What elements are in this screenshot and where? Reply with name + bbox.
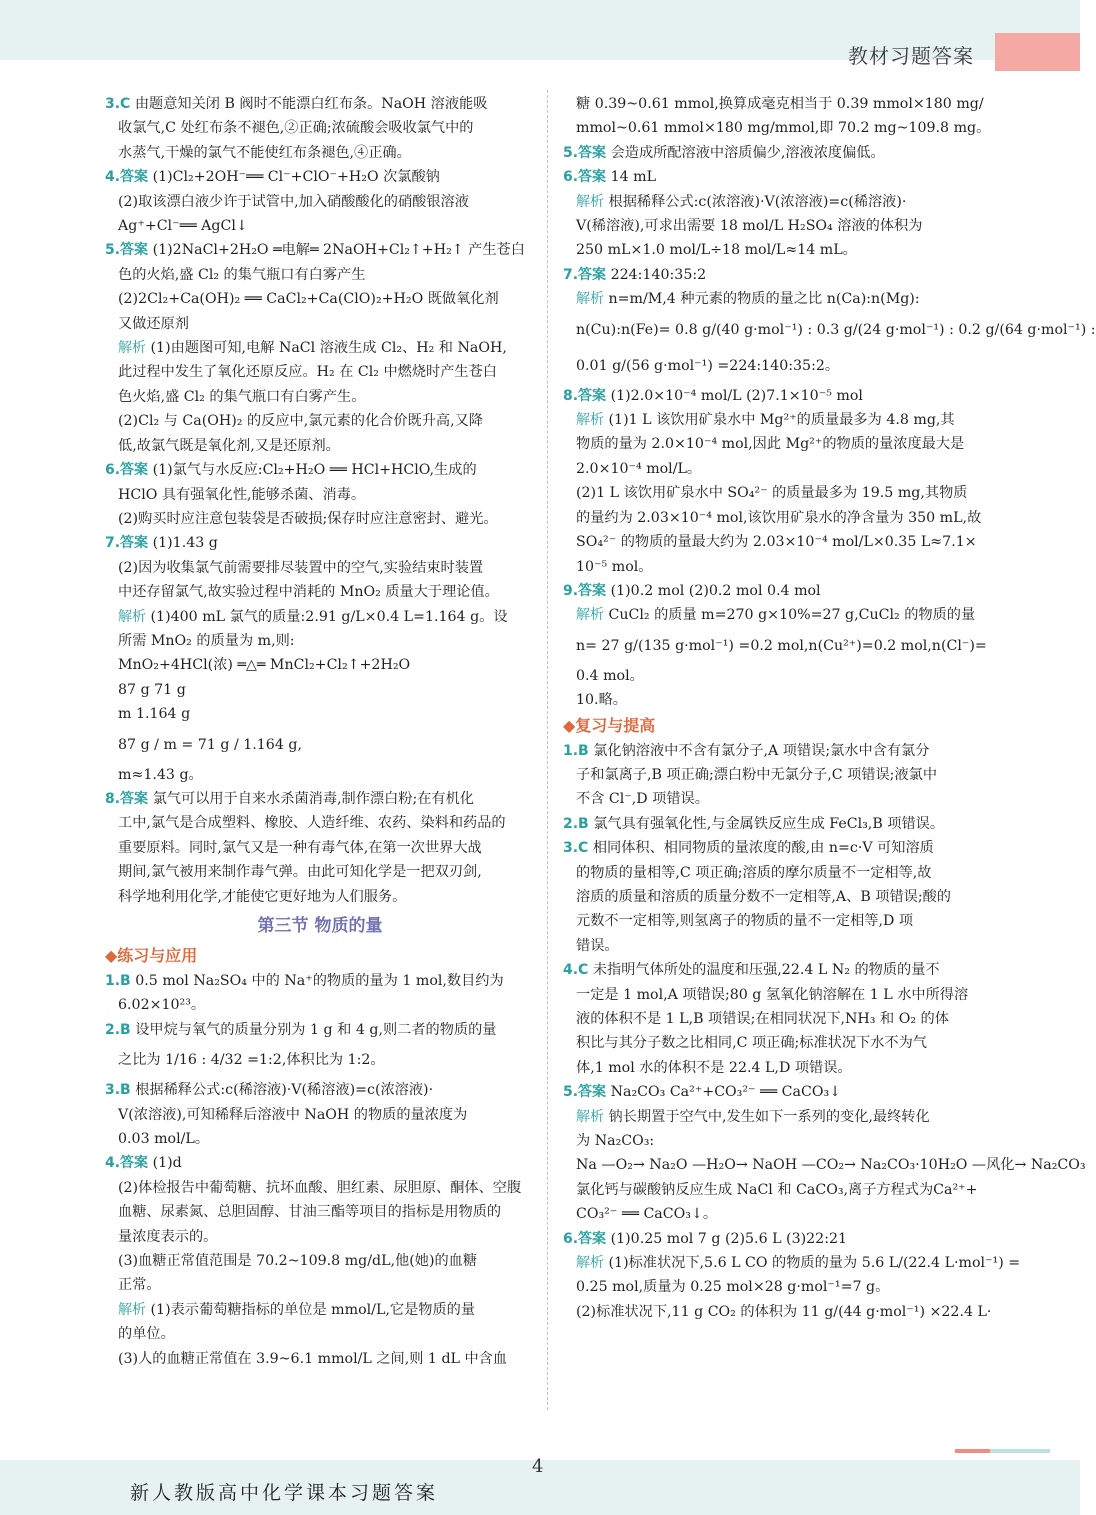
line-text: (1)2.0×10⁻⁴ mol/L (2)7.1×10⁻⁵ mol xyxy=(606,387,863,404)
analysis-label: 解析 xyxy=(576,607,604,624)
line-text: (1)表示葡萄糖指标的单位是 mmol/L,它是物质的量 xyxy=(146,1301,476,1318)
line-text: 氯气可以用于自来水杀菌消毒,制作漂白粉;在有机化 xyxy=(148,790,474,807)
text-line: 积比与其分子数之比相同,C 项正确;标准状况下水不为气 xyxy=(576,1035,927,1052)
text-line xyxy=(563,836,993,860)
section-title: 第三节 物质的量 xyxy=(257,916,383,936)
text-line: 又做还原剂 xyxy=(118,315,189,332)
text-line: 水蒸气,干燥的氯气不能使红布条褪色,④正确。 xyxy=(118,144,411,161)
answer-label: 6.答案 xyxy=(105,462,149,479)
answer-label: 6.答案 xyxy=(563,1230,607,1247)
subsection-title: ◆复习与提高 xyxy=(563,715,656,735)
text-line: m≈1.43 g。 xyxy=(118,766,203,783)
analysis-label: 解析 xyxy=(576,412,604,429)
text-line: 不含 Cl⁻,D 项错误。 xyxy=(576,791,709,808)
line-text: CuCl₂ 的质量 m=270 g×10%=27 g,CuCl₂ 的物质的量 xyxy=(604,607,976,624)
text-line: 为 Na₂CO₃: xyxy=(576,1133,655,1150)
text-line: Ag⁺+Cl⁻══ AgCl↓ xyxy=(118,218,248,235)
text-line: MnO₂+4HCl(浓) ═△═ MnCl₂+Cl₂↑+2H₂O xyxy=(118,657,411,674)
text-line: 所需 MnO₂ 的质量为 m,则: xyxy=(118,632,295,649)
page-number: 4 xyxy=(532,1456,544,1477)
answer-label: 1.B xyxy=(105,973,131,989)
text-line: 氯化钙与碳酸钠反应生成 NaCl 和 CaCO₃,离子方程式为Ca²⁺+ xyxy=(576,1181,978,1198)
text-line: (2)购买时应注意包装袋是否破损;保存时应注意密封、避光。 xyxy=(118,510,498,527)
text-line: 物质的量为 2.0×10⁻⁴ mol,因此 Mg²⁺的物质的量浓度最大是 xyxy=(576,436,965,453)
line-text: 氯化钠溶液中不含有氯分子,A 项错误;氯水中含有氯分 xyxy=(588,742,930,759)
text-line xyxy=(105,458,535,482)
analysis-label: 解析 xyxy=(576,1108,604,1125)
text-line: 250 mL×1.0 mol/L÷18 mol/L≈14 mL。 xyxy=(576,242,857,259)
text-line: 一定是 1 mol,A 项错误;80 g 氢氧化钠溶解在 1 L 水中所得溶 xyxy=(576,986,969,1003)
answer-label: 1.B xyxy=(563,742,589,759)
text-line: 元数不一定相等,则氢离子的物质的量不一定相等,D 项 xyxy=(576,913,914,930)
text-line: 的单位。 xyxy=(118,1326,175,1343)
text-line: 量浓度表示的。 xyxy=(118,1228,218,1245)
line-text: Na₂CO₃ Ca²⁺+CO₃²⁻ ══ CaCO₃↓ xyxy=(606,1084,842,1101)
line-text: 根据稀释公式:c(浓溶液)·V(浓溶液)=c(稀溶液)· xyxy=(604,193,907,210)
text-line xyxy=(105,969,535,993)
line-text: (1)1 L 该饮用矿泉水中 Mg²⁺的质量最多为 4.8 mg,其 xyxy=(604,412,955,429)
text-line: (2)体检报告中葡萄糖、抗坏血酸、胆红素、尿胆原、酮体、空腹 xyxy=(118,1179,522,1196)
text-line xyxy=(105,336,535,360)
text-line: Na —O₂→ Na₂O —H₂O→ NaOH —CO₂→ Na₂CO₃·10H₂O —风化→ Na₂CO₃ xyxy=(576,1157,1086,1174)
line-text: 相同体积、相同物质的量浓度的酸,由 n=c·V 可知溶质 xyxy=(588,840,934,857)
text-line xyxy=(105,531,535,555)
answer-label: 2.B xyxy=(563,815,589,832)
line-text: (1)1.43 g xyxy=(148,535,218,552)
text-line: (2)取该漂白液少许于试管中,加入硝酸酸化的硝酸银溶液 xyxy=(118,193,469,210)
text-line: SO₄²⁻ 的物质的量最大约为 2.03×10⁻⁴ mol/L×0.35 L≈7.1× xyxy=(576,534,977,551)
line-text: 根据稀释公式:c(稀溶液)·V(稀溶液)=c(浓溶液)· xyxy=(130,1082,434,1099)
text-line xyxy=(563,190,993,214)
text-line: 色的火焰,盛 Cl₂ 的集气瓶口有白雾产生 xyxy=(118,266,366,283)
answer-label: 3.B xyxy=(105,1082,131,1099)
text-line xyxy=(563,812,993,836)
text-line xyxy=(563,1227,993,1251)
line-text: 由题意知关闭 B 阀时不能漂白红布条。NaOH 溶液能吸 xyxy=(130,96,488,112)
text-line: (2)1 L 该饮用矿泉水中 SO₄²⁻ 的质量最多为 19.5 mg,其物质 xyxy=(576,485,968,502)
footer-title: 新人教版高中化学课本习题答案 xyxy=(130,1482,439,1504)
answer-label: 8.答案 xyxy=(105,790,149,807)
text-line xyxy=(105,1151,535,1175)
text-line: 工中,氯气是合成塑料、橡胶、人造纤维、农药、染料和药品的 xyxy=(118,815,506,832)
text-line: (2)因为收集氯气前需要排尽装置中的空气,实验结束时装置 xyxy=(118,559,484,576)
text-line xyxy=(563,384,993,408)
line-text: (1)0.2 mol (2)0.2 mol 0.4 mol xyxy=(606,582,821,599)
text-line xyxy=(563,141,993,165)
header-accent-tab xyxy=(995,33,1080,71)
text-line: 低,故氯气既是氧化剂,又是还原剂。 xyxy=(118,437,340,454)
text-line: 0.4 mol。 xyxy=(576,667,644,684)
answer-label: 5.答案 xyxy=(563,144,607,161)
text-line: 中还存留氯气,故实验过程中消耗的 MnO₂ 质量大于理论值。 xyxy=(118,584,499,601)
text-line xyxy=(105,1078,535,1102)
text-line: 10.略。 xyxy=(576,692,627,709)
analysis-label: 解析 xyxy=(118,340,146,357)
answer-label: 4.答案 xyxy=(105,1155,149,1172)
line-text: (1)标准状况下,5.6 L CO 的物质的量为 5.6 L/(22.4 L·mol⁻¹) = xyxy=(604,1255,1021,1272)
line-text: (1)氯气与水反应:Cl₂+H₂O ══ HCl+HClO,生成的 xyxy=(148,462,477,479)
answer-label: 5.答案 xyxy=(563,1084,607,1101)
text-line: 液的体积不是 1 L,B 项错误;在相同状况下,NH₃ 和 O₂ 的体 xyxy=(576,1011,949,1027)
footer-accent-teal xyxy=(990,1449,1050,1453)
text-line: 期间,氯气被用来制作毒气弹。由此可知化学是一把双刃剑, xyxy=(118,864,482,881)
line-text: 会造成所配溶液中溶质偏少,溶液浓度偏低。 xyxy=(606,144,885,161)
text-line xyxy=(105,238,535,262)
answer-label: 6.答案 xyxy=(563,169,607,186)
footer-accent-red xyxy=(955,1449,990,1453)
analysis-label: 解析 xyxy=(576,1255,604,1272)
text-line: 的量约为 2.03×10⁻⁴ mol,该饮用矿泉水的净含量为 350 mL,故 xyxy=(576,509,982,526)
line-text: (1)由题图可知,电解 NaCl 溶液生成 Cl₂、H₂ 和 NaOH, xyxy=(146,340,507,357)
text-line: 体,1 mol 水的体积不是 22.4 L,D 项错误。 xyxy=(576,1059,852,1076)
text-line xyxy=(563,263,993,287)
text-line xyxy=(563,1251,1021,1275)
text-line: 科学地利用化学,才能使它更好地为人们服务。 xyxy=(118,888,407,905)
text-line xyxy=(105,787,535,811)
text-line: 溶质的质量和溶质的质量分数不一定相等,A、B 项错误;酸的 xyxy=(576,888,951,905)
column-divider xyxy=(547,90,548,1410)
answer-label: 2.B xyxy=(105,1021,131,1038)
answer-label: 7.答案 xyxy=(105,535,149,552)
text-line: 87 g / m = 71 g / 1.164 g, xyxy=(118,736,302,753)
text-line: n= 27 g/(135 g·mol⁻¹) =0.2 mol,n(Cu²⁺)=0.2 mol,n(Cl⁻)= xyxy=(576,637,987,654)
text-line: (2)Cl₂ 与 Ca(OH)₂ 的反应中,氯元素的化合价既升高,又降 xyxy=(118,413,483,430)
line-text: 14 mL xyxy=(606,169,657,186)
text-line xyxy=(105,92,535,116)
text-line: (2)标准状况下,11 g CO₂ 的体积为 11 g/(44 g·mol⁻¹) ×22.4 L· xyxy=(576,1303,992,1320)
text-line xyxy=(563,603,993,627)
line-text: (1)Cl₂+2OH⁻══ Cl⁻+ClO⁻+H₂O 次氯酸钠 xyxy=(148,169,440,186)
text-line: 重要原料。同时,氯气又是一种有毒气体,在第一次世界大战 xyxy=(118,839,482,856)
text-line: 糖 0.39~0.61 mmol,换算成毫克相当于 0.39 mmol×180 mg/ xyxy=(576,96,984,112)
text-line xyxy=(563,579,993,603)
right-column xyxy=(563,92,1096,1324)
line-text: n=m/M,4 种元素的物质的量之比 n(Ca):n(Mg): xyxy=(604,291,920,308)
text-line: m 1.164 g xyxy=(118,706,191,723)
text-line: 收氯气,C 处红布条不褪色,②正确;浓硫酸会吸收氯气中的 xyxy=(118,120,474,137)
text-line: 0.03 mol/L。 xyxy=(118,1131,210,1148)
text-line: V(浓溶液),可知稀释后溶液中 NaOH 的物质的量浓度为 xyxy=(118,1106,468,1123)
line-text: (1)0.25 mol 7 g (2)5.6 L (3)22:21 xyxy=(606,1230,848,1247)
answer-label: 4.答案 xyxy=(105,169,149,186)
text-line: 正常。 xyxy=(118,1277,161,1294)
answer-label: 3.C xyxy=(563,840,589,857)
text-line: 子和氯离子,B 项正确;漂白粉中无氯分子,C 项错误;液氯中 xyxy=(576,766,938,783)
line-text: 氯气具有强氧化性,与金属铁反应生成 FeCl₃,B 项错误。 xyxy=(588,815,945,832)
answer-label: 7.答案 xyxy=(563,266,607,283)
text-line xyxy=(563,1080,993,1104)
line-text: 0.5 mol Na₂SO₄ 中的 Na⁺的物质的量为 1 mol,数目约为 xyxy=(130,973,504,989)
text-line: 色火焰,盛 Cl₂ 的集气瓶口有白雾产生。 xyxy=(118,388,366,405)
answer-label: 5.答案 xyxy=(105,242,149,259)
line-text: (1)2NaCl+2H₂O ═电解═ 2NaOH+Cl₂↑+H₂↑ 产生苍白 xyxy=(148,242,525,259)
analysis-label: 解析 xyxy=(576,291,604,308)
line-text: 未指明气体所处的温度和压强,22.4 L N₂ 的物质的量不 xyxy=(588,962,940,979)
text-line xyxy=(563,958,993,982)
text-line xyxy=(563,287,993,311)
analysis-label: 解析 xyxy=(118,608,146,625)
line-text: (1)d xyxy=(148,1155,182,1172)
analysis-label: 解析 xyxy=(576,193,604,210)
header-title: 教材习题答案 xyxy=(848,44,974,68)
answer-label: 8.答案 xyxy=(563,387,607,404)
text-line: CO₃²⁻ ══ CaCO₃↓。 xyxy=(576,1206,718,1223)
text-line: 0.25 mol,质量为 0.25 mol×28 g·mol⁻¹=7 g。 xyxy=(576,1279,890,1296)
subsection-title: ◆练习与应用 xyxy=(105,946,198,965)
line-text: (1)400 mL 氯气的质量:2.91 g/L×0.4 L=1.164 g。设 xyxy=(146,608,508,625)
text-line xyxy=(105,165,535,189)
text-line: HClO 具有强氧化性,能够杀菌、消毒。 xyxy=(118,486,366,503)
text-line: 血糖、尿素氮、总胆固醇、甘油三酯等项目的指标是用物质的 xyxy=(118,1204,502,1221)
text-line xyxy=(105,605,535,629)
text-line: V(稀溶液),可求出需要 18 mol/L H₂SO₄ 溶液的体积为 xyxy=(576,218,923,235)
text-line: 的物质的量相等,C 项正确;溶质的摩尔质量不一定相等,故 xyxy=(576,864,932,881)
line-text: 设甲烷与氧气的质量分别为 1 g 和 4 g,则二者的物质的量 xyxy=(130,1021,497,1038)
text-line: (2)2Cl₂+Ca(OH)₂ ══ CaCl₂+Ca(ClO)₂+H₂O 既做氧化剂 xyxy=(118,291,499,308)
answer-label: 4.C xyxy=(563,962,589,979)
text-line: 0.01 g/(56 g·mol⁻¹) =224:140:35:2。 xyxy=(576,357,840,374)
line-text: 钠长期置于空气中,发生如下一系列的变化,最终转化 xyxy=(604,1108,930,1125)
text-line xyxy=(105,1018,535,1042)
answer-label: 3.C xyxy=(105,96,131,112)
text-line: 之比为 1/16 : 4/32 =1:2,体积比为 1:2。 xyxy=(118,1052,385,1069)
text-line xyxy=(563,165,993,189)
text-line: mmol~0.61 mmol×180 mg/mmol,即 70.2 mg~109.8 mg。 xyxy=(576,120,991,137)
text-line: 10⁻⁵ mol。 xyxy=(576,558,653,575)
analysis-label: 解析 xyxy=(118,1301,146,1318)
text-line: 2.0×10⁻⁴ mol/L。 xyxy=(576,460,702,477)
left-column xyxy=(105,92,535,1371)
text-line: 6.02×10²³。 xyxy=(118,997,206,1014)
line-text: 224:140:35:2 xyxy=(606,266,707,283)
text-line xyxy=(563,408,993,432)
text-line xyxy=(563,739,993,763)
text-line xyxy=(105,1298,535,1322)
text-line: (3)血糖正常值范围是 70.2~109.8 mg/dL,他(她)的血糖 xyxy=(118,1253,478,1270)
text-line: n(Cu):n(Fe)= 0.8 g/(40 g·mol⁻¹) : 0.3 g/(24 g·mol⁻¹) : 0.2 g/(64 g·mol⁻¹) : xyxy=(576,321,1096,338)
text-line: 87 g 71 g xyxy=(118,681,186,698)
text-line: (3)人的血糖正常值在 3.9~6.1 mmol/L 之间,则 1 dL 中含血 xyxy=(118,1350,508,1367)
text-line xyxy=(563,1105,993,1129)
text-line: 错误。 xyxy=(576,937,619,954)
text-line: 此过程中发生了氧化还原反应。H₂ 在 Cl₂ 中燃烧时产生苍白 xyxy=(118,364,497,381)
answer-label: 9.答案 xyxy=(563,582,607,599)
